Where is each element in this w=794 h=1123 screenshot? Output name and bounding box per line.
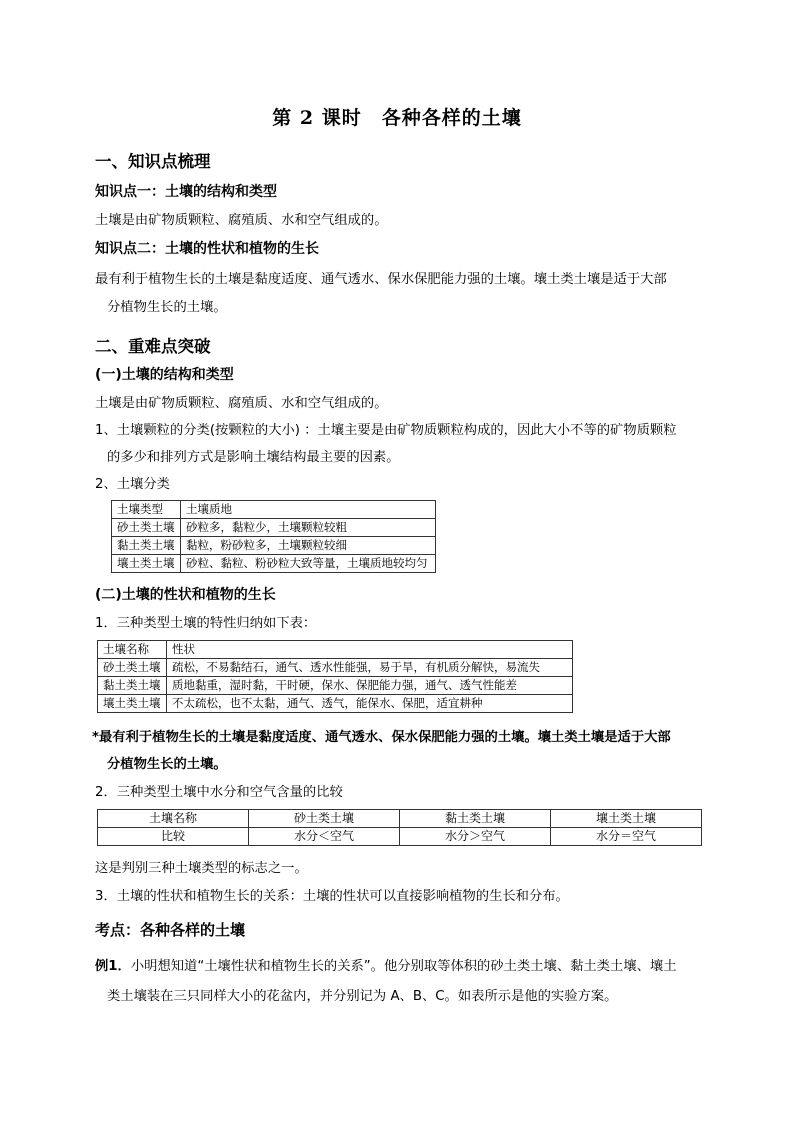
table-row [112, 537, 436, 555]
subsection-1-text: 土壤是由矿物质颗粒、腐殖质、水和空气组成的。 [95, 396, 388, 411]
knowledge-point-1-text: 土壤是由矿物质颗粒、腐殖质、水和空气组成的。 [95, 213, 388, 228]
table-cell: 不太疏松，也不太黏，通气、透气，能保水、保肥，适宜耕种 [167, 695, 573, 713]
table-cell: 黏土类土壤 [112, 537, 181, 555]
knowledge-point-2-line2: 分植物生长的土壤。 [107, 300, 227, 315]
table-header-row [112, 501, 436, 519]
table-cell: 壤土类土壤 [98, 695, 167, 713]
page-title: 第 2 课时 各种各样的土壤 [272, 107, 522, 129]
table-header-cell: 黏土类土壤 [400, 810, 551, 828]
table-cell: 黏土类土壤 [98, 677, 167, 695]
table-header-cell: 土壤名称 [98, 641, 167, 659]
table-cell: 疏松，不易黏结石，通气、透水性能强，易于旱，有机质分解快，易流失 [167, 659, 573, 677]
table-cell: 比较 [98, 828, 249, 846]
table-cell: 黏粒，粉砂粒多，土壤颗粒较细 [181, 537, 436, 555]
subsection-2-item-1: 1．三种类型土壤的特性归纳如下表： [95, 616, 317, 631]
item-2-text: 2、土壤分类 [95, 477, 170, 492]
table-cell: 砂土类土壤 [98, 659, 167, 677]
table-row [112, 519, 436, 537]
note-line2: 分植物生长的土壤。 [107, 757, 227, 772]
subsection-2-item-3: 3．土壤的性状和植物生长的关系：土壤的性状可以直接影响植物的生长和分布。 [95, 889, 569, 904]
table-row [112, 555, 436, 573]
table-header-cell: 性状 [167, 641, 573, 659]
table-row [98, 828, 702, 846]
table-header-row [98, 641, 573, 659]
table-cell: 质地黏重，湿时黏，干时硬，保水、保肥能力强，通气、透气性能差 [167, 677, 573, 695]
table-header-cell: 土壤质地 [181, 501, 436, 519]
note-line1: *最有利于植物生长的土壤是黏度适度、通气透水、保水保肥能力强的土壤。壤土类土壤是适于大部 [92, 730, 671, 745]
section-heading-2: 二、重难点突破 [95, 337, 211, 356]
table-cell: 水分＝空气 [551, 828, 702, 846]
subsection-2-title: (二)土壤的性状和植物的生长 [95, 587, 276, 603]
table-row [98, 695, 573, 713]
table-cell: 砂粒多，黏粒少，土壤颗粒较粗 [181, 519, 436, 537]
soil-type-table [111, 500, 436, 573]
subsection-2-item-2: 2．三种类型土壤中水分和空气含量的比较 [95, 785, 343, 800]
subsection-1-title: (一)土壤的结构和类型 [95, 367, 234, 383]
example-1-line1 [95, 955, 677, 974]
soil-property-table [97, 640, 573, 713]
table-header-cell: 土壤类型 [112, 501, 181, 519]
table-header-cell: 土壤名称 [98, 810, 249, 828]
knowledge-point-2-title: 知识点二：土壤的性状和植物的生长 [95, 241, 319, 257]
table-header-row [98, 810, 702, 828]
table-cell: 砂土类土壤 [112, 519, 181, 537]
table-row [98, 659, 573, 677]
knowledge-point-1-title: 知识点一：土壤的结构和类型 [95, 184, 277, 200]
table-note-text: 这是判别三种土壤类型的标志之一。 [95, 861, 308, 876]
table-row [98, 677, 573, 695]
example-1-text: 小明想知道“土壤性状和植物生长的关系”。他分别取等体积的砂土类土壤、黏土类土壤、壤土 [130, 959, 677, 974]
table-cell: 砂粒、黏粒、粉砂粒大致等量，土壤质地较均匀 [181, 555, 436, 573]
water-air-comparison-table [97, 809, 702, 846]
knowledge-point-2-line1: 最有利于植物生长的土壤是黏度适度、通气透水、保水保肥能力强的土壤。壤土类土壤是适于大部 [95, 272, 667, 287]
item-1-line2: 的多少和排列方式是影响土壤结构最主要的因素。 [107, 450, 400, 465]
table-cell: 水分＞空气 [400, 828, 551, 846]
table-header-cell: 砂土类土壤 [249, 810, 400, 828]
table-cell: 水分＜空气 [249, 828, 400, 846]
example-1-line2: 类土壤装在三只同样大小的花盆内，并分别记为 A、B、C。如表所示是他的实验方案。 [107, 989, 618, 1004]
example-label: 例1． [95, 959, 131, 974]
item-1-line1: 1、土壤颗粒的分类(按颗粒的大小) ：土壤主要是由矿物质颗粒构成的，因此大小不等的矿物质颗粒 [95, 423, 677, 438]
section-heading-1: 一、知识点梳理 [95, 152, 211, 171]
exam-point-heading: 考点：各种各样的土壤 [95, 921, 246, 939]
table-cell: 壤土类土壤 [112, 555, 181, 573]
table-header-cell: 壤土类土壤 [551, 810, 702, 828]
